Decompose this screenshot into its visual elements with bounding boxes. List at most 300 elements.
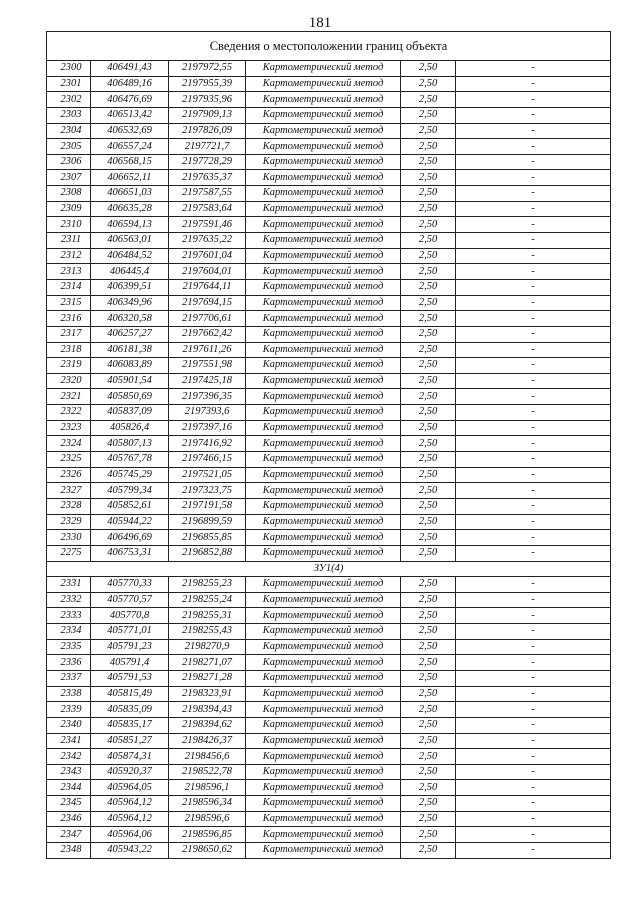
- table-row: [47, 827, 611, 843]
- y-coordinate-cell: 2197601,04: [169, 248, 246, 264]
- accuracy-cell: 2,50: [401, 639, 456, 655]
- method-cell: Картометрический метод: [246, 577, 401, 593]
- accuracy-cell: 2,50: [401, 186, 456, 202]
- description-cell: -: [456, 717, 611, 733]
- point-number-cell: 2318: [47, 342, 91, 358]
- accuracy-cell: 2,50: [401, 389, 456, 405]
- description-cell: -: [456, 389, 611, 405]
- accuracy-cell: 2,50: [401, 264, 456, 280]
- table-row: [47, 452, 611, 468]
- method-cell: Картометрический метод: [246, 139, 401, 155]
- description-cell: -: [456, 154, 611, 170]
- accuracy-cell: 2,50: [401, 217, 456, 233]
- method-cell: Картометрический метод: [246, 498, 401, 514]
- accuracy-cell: 2,50: [401, 123, 456, 139]
- x-coordinate-cell: 406563,01: [91, 233, 169, 249]
- table-row: [47, 702, 611, 718]
- method-cell: Картометрический метод: [246, 702, 401, 718]
- point-number-cell: 2329: [47, 514, 91, 530]
- point-number-cell: 2307: [47, 170, 91, 186]
- point-number-cell: 2314: [47, 279, 91, 295]
- accuracy-cell: 2,50: [401, 76, 456, 92]
- y-coordinate-cell: 2198650,62: [169, 843, 246, 859]
- x-coordinate-cell: 406491,43: [91, 61, 169, 77]
- accuracy-cell: 2,50: [401, 498, 456, 514]
- y-coordinate-cell: 2197635,22: [169, 233, 246, 249]
- x-coordinate-cell: 405807,13: [91, 436, 169, 452]
- point-number-cell: 2348: [47, 843, 91, 859]
- description-cell: -: [456, 764, 611, 780]
- y-coordinate-cell: 2198271,07: [169, 655, 246, 671]
- x-coordinate-cell: 405835,17: [91, 717, 169, 733]
- method-cell: Картометрический метод: [246, 186, 401, 202]
- method-cell: Картометрический метод: [246, 311, 401, 327]
- description-cell: -: [456, 61, 611, 77]
- point-number-cell: 2308: [47, 186, 91, 202]
- point-number-cell: 2275: [47, 545, 91, 561]
- y-coordinate-cell: 2197397,16: [169, 420, 246, 436]
- boundary-coordinates-table: [46, 31, 611, 859]
- x-coordinate-cell: 405767,78: [91, 452, 169, 468]
- accuracy-cell: 2,50: [401, 592, 456, 608]
- description-cell: -: [456, 201, 611, 217]
- method-cell: Картометрический метод: [246, 827, 401, 843]
- table-row: [47, 279, 611, 295]
- x-coordinate-cell: 405964,06: [91, 827, 169, 843]
- table-row: [47, 233, 611, 249]
- description-cell: -: [456, 592, 611, 608]
- x-coordinate-cell: 406651,03: [91, 186, 169, 202]
- y-coordinate-cell: 2198271,28: [169, 670, 246, 686]
- description-cell: -: [456, 811, 611, 827]
- x-coordinate-cell: 405964,12: [91, 796, 169, 812]
- method-cell: Картометрический метод: [246, 639, 401, 655]
- x-coordinate-cell: 406484,52: [91, 248, 169, 264]
- accuracy-cell: 2,50: [401, 311, 456, 327]
- accuracy-cell: 2,50: [401, 764, 456, 780]
- method-cell: Картометрический метод: [246, 514, 401, 530]
- x-coordinate-cell: 405771,01: [91, 624, 169, 640]
- table-row: [47, 139, 611, 155]
- description-cell: -: [456, 139, 611, 155]
- description-cell: -: [456, 639, 611, 655]
- y-coordinate-cell: 2197721,7: [169, 139, 246, 155]
- table-row: [47, 514, 611, 530]
- y-coordinate-cell: 2198255,43: [169, 624, 246, 640]
- accuracy-cell: 2,50: [401, 107, 456, 123]
- x-coordinate-cell: 406635,28: [91, 201, 169, 217]
- accuracy-cell: 2,50: [401, 342, 456, 358]
- x-coordinate-cell: 405745,29: [91, 467, 169, 483]
- point-number-cell: 2304: [47, 123, 91, 139]
- y-coordinate-cell: 2197728,29: [169, 154, 246, 170]
- x-coordinate-cell: 405852,61: [91, 498, 169, 514]
- x-coordinate-cell: 406181,38: [91, 342, 169, 358]
- y-coordinate-cell: 2197425,18: [169, 373, 246, 389]
- x-coordinate-cell: 406445,4: [91, 264, 169, 280]
- table-row: [47, 76, 611, 92]
- description-cell: -: [456, 530, 611, 546]
- accuracy-cell: 2,50: [401, 577, 456, 593]
- accuracy-cell: 2,50: [401, 61, 456, 77]
- table-row: [47, 295, 611, 311]
- accuracy-cell: 2,50: [401, 827, 456, 843]
- description-cell: -: [456, 326, 611, 342]
- method-cell: Картометрический метод: [246, 545, 401, 561]
- description-cell: -: [456, 498, 611, 514]
- table-row: [47, 326, 611, 342]
- point-number-cell: 2330: [47, 530, 91, 546]
- method-cell: Картометрический метод: [246, 530, 401, 546]
- description-cell: -: [456, 624, 611, 640]
- description-cell: -: [456, 358, 611, 374]
- point-number-cell: 2339: [47, 702, 91, 718]
- accuracy-cell: 2,50: [401, 170, 456, 186]
- page-number: 181: [308, 15, 332, 31]
- method-cell: Картометрический метод: [246, 342, 401, 358]
- y-coordinate-cell: 2197635,37: [169, 170, 246, 186]
- x-coordinate-cell: 406513,42: [91, 107, 169, 123]
- accuracy-cell: 2,50: [401, 608, 456, 624]
- method-cell: Картометрический метод: [246, 780, 401, 796]
- table-row: [47, 811, 611, 827]
- x-coordinate-cell: 405791,53: [91, 670, 169, 686]
- accuracy-cell: 2,50: [401, 702, 456, 718]
- y-coordinate-cell: 2197706,61: [169, 311, 246, 327]
- point-number-cell: 2315: [47, 295, 91, 311]
- method-cell: Картометрический метод: [246, 295, 401, 311]
- x-coordinate-cell: 406496,69: [91, 530, 169, 546]
- method-cell: Картометрический метод: [246, 373, 401, 389]
- x-coordinate-cell: 405850,69: [91, 389, 169, 405]
- y-coordinate-cell: 2197694,15: [169, 295, 246, 311]
- table-row: [47, 373, 611, 389]
- table-row: [47, 796, 611, 812]
- x-coordinate-cell: 406532,69: [91, 123, 169, 139]
- point-number-cell: 2302: [47, 92, 91, 108]
- y-coordinate-cell: 2198270,9: [169, 639, 246, 655]
- accuracy-cell: 2,50: [401, 436, 456, 452]
- point-number-cell: 2345: [47, 796, 91, 812]
- description-cell: -: [456, 248, 611, 264]
- y-coordinate-cell: 2197521,05: [169, 467, 246, 483]
- description-cell: -: [456, 92, 611, 108]
- accuracy-cell: 2,50: [401, 201, 456, 217]
- point-number-cell: 2303: [47, 107, 91, 123]
- y-coordinate-cell: 2197826,09: [169, 123, 246, 139]
- description-cell: -: [456, 123, 611, 139]
- point-number-cell: 2317: [47, 326, 91, 342]
- table-row: [47, 358, 611, 374]
- table-row: [47, 592, 611, 608]
- description-cell: -: [456, 749, 611, 765]
- description-cell: -: [456, 107, 611, 123]
- method-cell: Картометрический метод: [246, 76, 401, 92]
- table-row: [47, 639, 611, 655]
- point-number-cell: 2347: [47, 827, 91, 843]
- accuracy-cell: 2,50: [401, 233, 456, 249]
- y-coordinate-cell: 2197583,64: [169, 201, 246, 217]
- method-cell: Картометрический метод: [246, 843, 401, 859]
- method-cell: Картометрический метод: [246, 733, 401, 749]
- point-number-cell: 2316: [47, 311, 91, 327]
- method-cell: Картометрический метод: [246, 608, 401, 624]
- x-coordinate-cell: 405874,31: [91, 749, 169, 765]
- x-coordinate-cell: 406349,96: [91, 295, 169, 311]
- table-row: [47, 686, 611, 702]
- y-coordinate-cell: 2197416,92: [169, 436, 246, 452]
- description-cell: -: [456, 733, 611, 749]
- accuracy-cell: 2,50: [401, 796, 456, 812]
- accuracy-cell: 2,50: [401, 139, 456, 155]
- table-row: [47, 186, 611, 202]
- point-number-cell: 2323: [47, 420, 91, 436]
- accuracy-cell: 2,50: [401, 92, 456, 108]
- table-row: [47, 545, 611, 561]
- table-row: [47, 92, 611, 108]
- accuracy-cell: 2,50: [401, 843, 456, 859]
- description-cell: -: [456, 233, 611, 249]
- y-coordinate-cell: 2198596,6: [169, 811, 246, 827]
- y-coordinate-cell: 2196855,85: [169, 530, 246, 546]
- method-cell: Картометрический метод: [246, 123, 401, 139]
- point-number-cell: 2309: [47, 201, 91, 217]
- y-coordinate-cell: 2198596,34: [169, 796, 246, 812]
- table-row: [47, 217, 611, 233]
- description-cell: -: [456, 373, 611, 389]
- y-coordinate-cell: 2198522,78: [169, 764, 246, 780]
- x-coordinate-cell: 405835,09: [91, 702, 169, 718]
- table-row: [47, 311, 611, 327]
- table-row: [47, 780, 611, 796]
- table-row: [47, 201, 611, 217]
- table-row: [47, 624, 611, 640]
- table-row: [47, 483, 611, 499]
- x-coordinate-cell: 405964,12: [91, 811, 169, 827]
- point-number-cell: 2328: [47, 498, 91, 514]
- description-cell: -: [456, 76, 611, 92]
- description-cell: -: [456, 186, 611, 202]
- method-cell: Картометрический метод: [246, 592, 401, 608]
- y-coordinate-cell: 2196899,59: [169, 514, 246, 530]
- point-number-cell: 2320: [47, 373, 91, 389]
- point-number-cell: 2338: [47, 686, 91, 702]
- y-coordinate-cell: 2197591,46: [169, 217, 246, 233]
- y-coordinate-cell: 2197393,6: [169, 405, 246, 421]
- accuracy-cell: 2,50: [401, 358, 456, 374]
- accuracy-cell: 2,50: [401, 483, 456, 499]
- section-row: [47, 561, 611, 577]
- x-coordinate-cell: 406652,11: [91, 170, 169, 186]
- description-cell: -: [456, 843, 611, 859]
- x-coordinate-cell: 405770,33: [91, 577, 169, 593]
- accuracy-cell: 2,50: [401, 733, 456, 749]
- method-cell: Картометрический метод: [246, 467, 401, 483]
- point-number-cell: 2310: [47, 217, 91, 233]
- point-number-cell: 2333: [47, 608, 91, 624]
- method-cell: Картометрический метод: [246, 749, 401, 765]
- x-coordinate-cell: 405770,8: [91, 608, 169, 624]
- description-cell: -: [456, 436, 611, 452]
- accuracy-cell: 2,50: [401, 624, 456, 640]
- accuracy-cell: 2,50: [401, 279, 456, 295]
- point-number-cell: 2312: [47, 248, 91, 264]
- y-coordinate-cell: 2198596,1: [169, 780, 246, 796]
- y-coordinate-cell: 2197466,15: [169, 452, 246, 468]
- point-number-cell: 2321: [47, 389, 91, 405]
- method-cell: Картометрический метод: [246, 107, 401, 123]
- point-number-cell: 2346: [47, 811, 91, 827]
- table-row: [47, 530, 611, 546]
- x-coordinate-cell: 405815,49: [91, 686, 169, 702]
- table-row: [47, 342, 611, 358]
- point-number-cell: 2313: [47, 264, 91, 280]
- description-cell: -: [456, 295, 611, 311]
- table-row: [47, 170, 611, 186]
- description-cell: -: [456, 780, 611, 796]
- table-row: [47, 749, 611, 765]
- method-cell: Картометрический метод: [246, 811, 401, 827]
- point-number-cell: 2305: [47, 139, 91, 155]
- point-number-cell: 2326: [47, 467, 91, 483]
- x-coordinate-cell: 405837,09: [91, 405, 169, 421]
- point-number-cell: 2334: [47, 624, 91, 640]
- point-number-cell: 2301: [47, 76, 91, 92]
- accuracy-cell: 2,50: [401, 530, 456, 546]
- method-cell: Картометрический метод: [246, 154, 401, 170]
- method-cell: Картометрический метод: [246, 655, 401, 671]
- table-row: [47, 264, 611, 280]
- y-coordinate-cell: 2198394,62: [169, 717, 246, 733]
- table-row: [47, 764, 611, 780]
- y-coordinate-cell: 2197551,98: [169, 358, 246, 374]
- y-coordinate-cell: 2197644,11: [169, 279, 246, 295]
- y-coordinate-cell: 2197396,35: [169, 389, 246, 405]
- description-cell: -: [456, 577, 611, 593]
- table-row: [47, 389, 611, 405]
- table-row: [47, 843, 611, 859]
- table-title-row: [47, 32, 611, 61]
- point-number-cell: 2344: [47, 780, 91, 796]
- method-cell: Картометрический метод: [246, 61, 401, 77]
- point-number-cell: 2332: [47, 592, 91, 608]
- method-cell: Картометрический метод: [246, 92, 401, 108]
- point-number-cell: 2337: [47, 670, 91, 686]
- accuracy-cell: 2,50: [401, 248, 456, 264]
- x-coordinate-cell: 406568,15: [91, 154, 169, 170]
- accuracy-cell: 2,50: [401, 686, 456, 702]
- x-coordinate-cell: 405791,23: [91, 639, 169, 655]
- point-number-cell: 2335: [47, 639, 91, 655]
- description-cell: -: [456, 796, 611, 812]
- description-cell: -: [456, 827, 611, 843]
- y-coordinate-cell: 2197909,13: [169, 107, 246, 123]
- method-cell: Картометрический метод: [246, 624, 401, 640]
- y-coordinate-cell: 2197611,26: [169, 342, 246, 358]
- y-coordinate-cell: 2197604,01: [169, 264, 246, 280]
- point-number-cell: 2311: [47, 233, 91, 249]
- x-coordinate-cell: 406753,31: [91, 545, 169, 561]
- method-cell: Картометрический метод: [246, 326, 401, 342]
- accuracy-cell: 2,50: [401, 655, 456, 671]
- x-coordinate-cell: 405944,22: [91, 514, 169, 530]
- method-cell: Картометрический метод: [246, 420, 401, 436]
- point-number-cell: 2300: [47, 61, 91, 77]
- method-cell: Картометрический метод: [246, 248, 401, 264]
- point-number-cell: 2324: [47, 436, 91, 452]
- method-cell: Картометрический метод: [246, 686, 401, 702]
- accuracy-cell: 2,50: [401, 811, 456, 827]
- x-coordinate-cell: 405799,34: [91, 483, 169, 499]
- accuracy-cell: 2,50: [401, 749, 456, 765]
- method-cell: Картометрический метод: [246, 279, 401, 295]
- table-row: [47, 577, 611, 593]
- description-cell: -: [456, 655, 611, 671]
- y-coordinate-cell: 2198596,85: [169, 827, 246, 843]
- y-coordinate-cell: 2198456,6: [169, 749, 246, 765]
- y-coordinate-cell: 2197662,42: [169, 326, 246, 342]
- accuracy-cell: 2,50: [401, 373, 456, 389]
- method-cell: Картометрический метод: [246, 796, 401, 812]
- y-coordinate-cell: 2198426,37: [169, 733, 246, 749]
- method-cell: Картометрический метод: [246, 217, 401, 233]
- accuracy-cell: 2,50: [401, 545, 456, 561]
- method-cell: Картометрический метод: [246, 264, 401, 280]
- x-coordinate-cell: 406399,51: [91, 279, 169, 295]
- y-coordinate-cell: 2197191,58: [169, 498, 246, 514]
- description-cell: -: [456, 217, 611, 233]
- description-cell: -: [456, 467, 611, 483]
- method-cell: Картометрический метод: [246, 405, 401, 421]
- method-cell: Картометрический метод: [246, 483, 401, 499]
- table-row: [47, 436, 611, 452]
- description-cell: -: [456, 545, 611, 561]
- method-cell: Картометрический метод: [246, 170, 401, 186]
- description-cell: -: [456, 342, 611, 358]
- accuracy-cell: 2,50: [401, 452, 456, 468]
- x-coordinate-cell: 406489,16: [91, 76, 169, 92]
- description-cell: -: [456, 452, 611, 468]
- point-number-cell: 2319: [47, 358, 91, 374]
- method-cell: Картометрический метод: [246, 201, 401, 217]
- y-coordinate-cell: 2197323,75: [169, 483, 246, 499]
- table-row: [47, 655, 611, 671]
- y-coordinate-cell: 2197935,96: [169, 92, 246, 108]
- point-number-cell: 2325: [47, 452, 91, 468]
- table-row: [47, 154, 611, 170]
- point-number-cell: 2341: [47, 733, 91, 749]
- x-coordinate-cell: 406594,13: [91, 217, 169, 233]
- description-cell: -: [456, 420, 611, 436]
- y-coordinate-cell: 2196852,88: [169, 545, 246, 561]
- description-cell: -: [456, 686, 611, 702]
- y-coordinate-cell: 2198323,91: [169, 686, 246, 702]
- method-cell: Картометрический метод: [246, 764, 401, 780]
- description-cell: -: [456, 702, 611, 718]
- accuracy-cell: 2,50: [401, 405, 456, 421]
- x-coordinate-cell: 405770,57: [91, 592, 169, 608]
- y-coordinate-cell: 2197972,55: [169, 61, 246, 77]
- table-row: [47, 717, 611, 733]
- table-row: [47, 467, 611, 483]
- description-cell: -: [456, 279, 611, 295]
- point-number-cell: 2336: [47, 655, 91, 671]
- x-coordinate-cell: 405943,22: [91, 843, 169, 859]
- x-coordinate-cell: 405901,54: [91, 373, 169, 389]
- table-row: [47, 733, 611, 749]
- point-number-cell: 2306: [47, 154, 91, 170]
- method-cell: Картометрический метод: [246, 233, 401, 249]
